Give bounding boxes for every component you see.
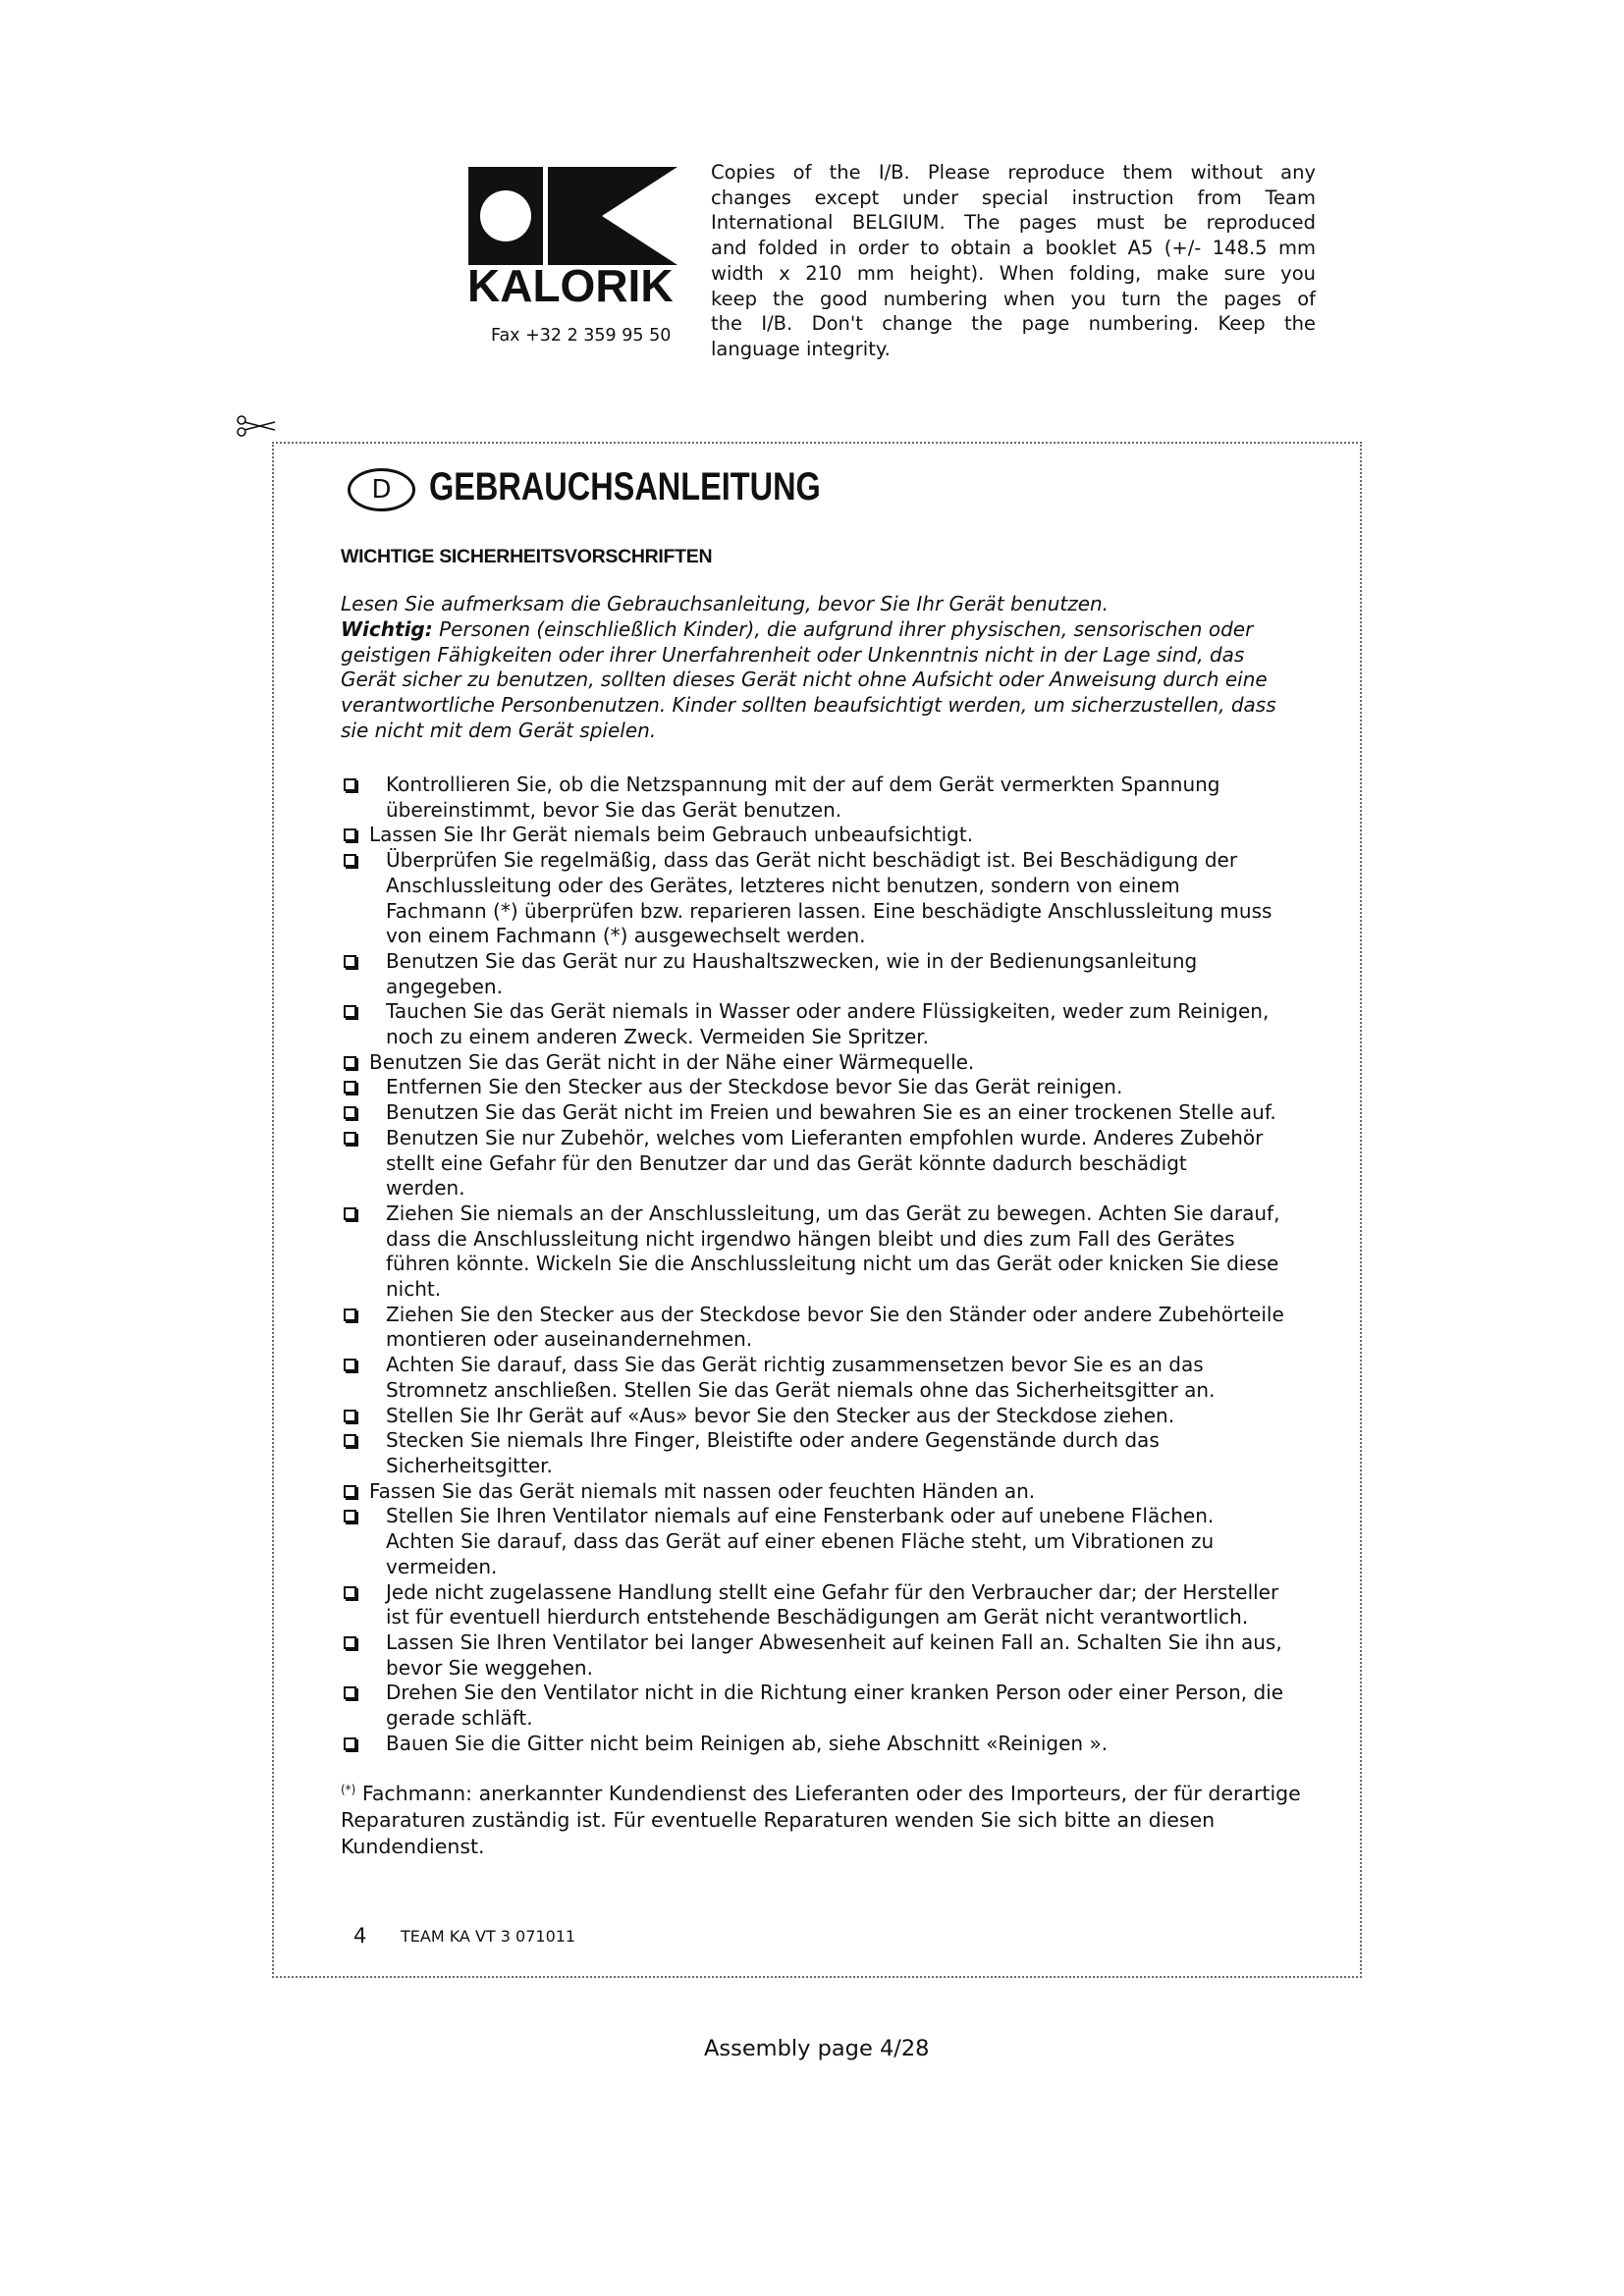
list-item-text: Lassen Sie Ihren Ventilator bei langer Abwesenheit auf keinen Fall an. Schalten Sie ihn aus, bevor Sie weggehen. xyxy=(386,1629,1282,1680)
footnote-text: Fachmann: anerkannter Kundendienst des Lieferanten oder des Importeurs, der für derartige Reparaturen zuständig ist. Für eventuelle Reparaturen wenden Sie sich bitte an diesen Kundendienst. xyxy=(341,1782,1301,1858)
list-item-text: Kontrollieren Sie, ob die Netzspannung mit der auf dem Gerät vermerkten Spannung übereinstimmt, bevor Sie das Gerät benutzen. xyxy=(386,773,1220,822)
list-item-text: Benutzen Sie das Gerät nicht im Freien und bewahren Sie es an einer trockenen Stelle auf. xyxy=(386,1100,1276,1125)
checkbox-bullet-icon xyxy=(344,1586,356,1599)
checkbox-bullet-icon xyxy=(344,1485,356,1498)
section-heading: WICHTIGE SICHERHEITSVORSCHRIFTEN xyxy=(341,546,713,567)
list-item-text: Entfernen Sie den Stecker aus der Steckdose bevor Sie das Gerät reinigen. xyxy=(386,1075,1123,1099)
scissors-icon xyxy=(236,414,279,438)
warning-label: Wichtig: xyxy=(341,616,433,641)
instructions-line: and folded in order to obtain a booklet A5 (+/- 148.5 mm xyxy=(711,237,1316,260)
instructions-line: the I/B. Don't change the page numbering. Keep the xyxy=(711,312,1316,336)
instructions-line: Copies of the I/B. Please reproduce them without any xyxy=(711,161,1316,184)
checkbox-bullet-icon xyxy=(344,1132,356,1145)
footnote-marker: (*) xyxy=(341,1783,356,1796)
checkbox-bullet-icon xyxy=(344,1434,356,1447)
checkbox-bullet-icon xyxy=(344,1081,356,1094)
list-item-text: Ziehen Sie niemals an der Anschlussleitung, um das Gerät zu bewegen. Achten Sie darauf, dass die Anschlussleitung nicht irgendwo hängen bleibt und dies zum Fall des Gerätes führen könnte. Wickeln Sie die Anschlussleitung nicht um das Gerät oder knicken Sie diese nicht. xyxy=(386,1201,1280,1302)
list-item xyxy=(341,1630,1352,1681)
instructions-line: changes except under special instruction from Team xyxy=(711,186,1316,209)
intro-line: Lesen Sie aufmerksam die Gebrauchsanleitung, bevor Sie Ihr Gerät benutzen. xyxy=(341,592,1110,615)
instructions-line: International BELGIUM. The pages must be reproduced xyxy=(711,211,1316,235)
list-item xyxy=(341,1201,1352,1303)
list-item-text: Jede nicht zugelassene Handlung stellt eine Gefahr für den Verbraucher dar; der Hersteller ist für eventuell hierdurch entstehende Beschädigungen am Gerät nicht verantwortlich. xyxy=(386,1579,1279,1629)
list-item xyxy=(341,773,1352,823)
list-item xyxy=(341,1050,1352,1076)
list-item xyxy=(341,1428,1352,1478)
checkbox-bullet-icon xyxy=(344,778,356,791)
checkbox-bullet-icon xyxy=(344,1005,356,1018)
manual-title: GEBRAUCHSANLEITUNG xyxy=(429,465,821,508)
checkbox-bullet-icon xyxy=(344,1686,356,1699)
checkbox-bullet-icon xyxy=(344,854,356,867)
list-item-text: Bauen Sie die Gitter nicht beim Reinigen ab, siehe Abschnitt «Reinigen ». xyxy=(386,1731,1109,1755)
checkbox-bullet-icon xyxy=(344,1737,356,1750)
list-item-text: Ziehen Sie den Stecker aus der Steckdose bevor Sie den Ständer oder andere Zubehörteile montieren oder auseinandernehmen. xyxy=(386,1302,1284,1352)
list-item xyxy=(341,999,1352,1049)
list-item-text: Überprüfen Sie regelmäßig, dass das Gerät nicht beschädigt ist. Bei Beschädigung der Anschlussleitung oder des Gerätes, letzteres nicht benutzen, sondern von einem Fachmann (*) überprüfen bzw. reparieren lassen. Eine beschädigte Anschlussleitung muss von einem Fachmann (*) ausgewechselt werden. xyxy=(386,848,1272,948)
list-item-text: Fassen Sie das Gerät niemals mit nassen oder feuchten Händen an. xyxy=(369,1478,1036,1503)
list-item xyxy=(341,1353,1352,1403)
list-item xyxy=(341,1303,1352,1353)
intro-paragraph xyxy=(341,592,1352,744)
list-item-text: Lassen Sie Ihr Gerät niemals beim Gebrauch unbeaufsichtigt. xyxy=(369,823,974,847)
list-item-text: Stecken Sie niemals Ihre Finger, Bleistifte oder andere Gegenstände durch das Sicherheitsgitter. xyxy=(386,1428,1160,1477)
checkbox-bullet-icon xyxy=(344,1106,356,1119)
safety-list xyxy=(341,773,1352,1756)
document-code: TEAM KA VT 3 071011 xyxy=(401,1927,576,1946)
list-item-text: Tauchen Sie das Gerät niemals in Wasser oder andere Flüssigkeiten, weder zum Reinigen, noch zu einem anderen Zweck. Vermeiden Sie Spritzer. xyxy=(386,999,1270,1049)
list-item xyxy=(341,1479,1352,1505)
checkbox-bullet-icon xyxy=(344,1308,356,1321)
checkbox-bullet-icon xyxy=(344,1207,356,1220)
list-item xyxy=(341,1580,1352,1630)
list-item-text: Benutzen Sie das Gerät nicht in der Nähe einer Wärmequelle. xyxy=(369,1049,975,1074)
checkbox-bullet-icon xyxy=(344,1056,356,1069)
list-item xyxy=(341,1126,1352,1201)
logo-k-shape xyxy=(548,167,677,265)
list-item xyxy=(341,823,1352,848)
instructions-line: width x 210 mm height). When folding, make sure you xyxy=(711,261,1316,285)
list-item-text: Benutzen Sie nur Zubehör, welches vom Lieferanten empfohlen wurde. Anderes Zubehör stellt eine Gefahr für den Benutzer dar und das Gerät könnte dadurch beschädigt werden. xyxy=(386,1125,1264,1201)
assembly-page-label: Assembly page 4/28 xyxy=(704,2036,930,2061)
list-item xyxy=(341,1075,1352,1100)
list-item-text: Stellen Sie Ihren Ventilator niemals auf eine Fensterbank oder auf unebene Flächen. Achten Sie darauf, dass das Gerät auf einer ebenen Fläche steht, um Vibrationen zu vermeiden. xyxy=(386,1504,1215,1578)
footnote xyxy=(341,1781,1352,1860)
reproduction-instructions xyxy=(711,160,1316,362)
instructions-line: language integrity. xyxy=(711,337,891,360)
instructions-line: keep the good numbering when you turn the pages of xyxy=(711,287,1316,310)
language-badge: D xyxy=(348,468,415,511)
checkbox-bullet-icon xyxy=(344,828,356,841)
logo-circle xyxy=(480,190,531,241)
list-item xyxy=(341,1732,1352,1757)
warning-text: Personen (einschließlich Kinder), die aufgrund ihrer physischen, sensorischen oder geistigen Fähigkeiten oder ihrer Unerfahrenheit oder Unkenntnis nicht in der Lage sind, das Gerät sicher zu benutzen, sollten dieses Gerät nicht ohne Aufsicht oder Anweisung durch eine verantwortliche Personbenutzen. Kinder sollten beaufsichtigt werden, um sicherzustellen, dass sie nicht mit dem Gerät spielen. xyxy=(341,616,1276,742)
checkbox-bullet-icon xyxy=(344,955,356,968)
warning-paragraph xyxy=(341,617,1352,744)
list-item xyxy=(341,1100,1352,1126)
list-item xyxy=(341,1404,1352,1429)
list-item xyxy=(341,949,1352,999)
page-number: 4 xyxy=(353,1924,367,1948)
list-item-text: Benutzen Sie das Gerät nur zu Haushaltszwecken, wie in der Bedienungsanleitung angegeben. xyxy=(386,948,1198,998)
list-item-text: Achten Sie darauf, dass Sie das Gerät richtig zusammensetzen bevor Sie es an das Stromnetz anschließen. Stellen Sie das Gerät niemals ohne das Sicherheitsgitter an. xyxy=(386,1353,1216,1402)
kalorik-logo-icon xyxy=(468,165,678,267)
list-item xyxy=(341,1504,1352,1579)
logo-wordmark: KALORIK xyxy=(467,260,674,311)
checkbox-bullet-icon xyxy=(344,1359,356,1371)
checkbox-bullet-icon xyxy=(344,1510,356,1522)
fax-number: Fax +32 2 359 95 50 xyxy=(491,326,672,346)
manual-page-frame xyxy=(272,442,1362,1978)
checkbox-bullet-icon xyxy=(344,1636,356,1649)
list-item xyxy=(341,848,1352,949)
checkbox-bullet-icon xyxy=(344,1410,356,1422)
list-item-text: Drehen Sie den Ventilator nicht in die Richtung einer kranken Person oder einer Person, die gerade schläft. xyxy=(386,1681,1284,1731)
list-item xyxy=(341,1681,1352,1731)
list-item-text: Stellen Sie Ihr Gerät auf «Aus» bevor Sie den Stecker aus der Steckdose ziehen. xyxy=(386,1403,1175,1427)
